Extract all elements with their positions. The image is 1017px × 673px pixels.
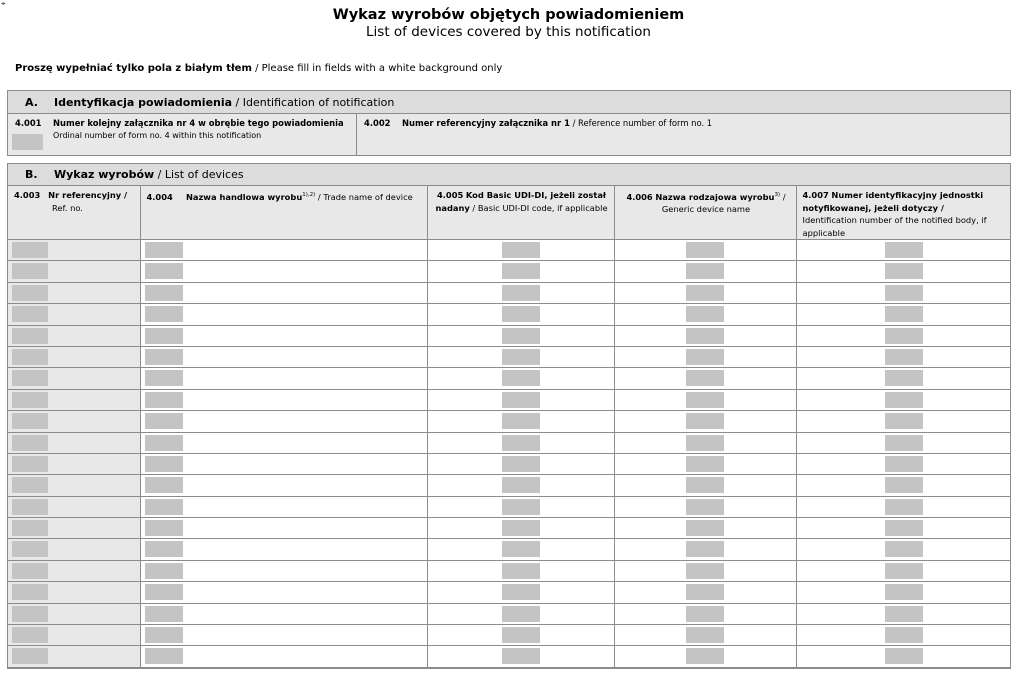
table-cell[interactable]	[8, 240, 140, 261]
basic-udi-di-input[interactable]	[502, 520, 540, 536]
ref-no-input[interactable]	[12, 328, 48, 344]
section-a-title-pl: Identyfikacja powiadomienia	[54, 95, 233, 109]
table-row	[8, 325, 1010, 346]
table-row	[8, 539, 1010, 560]
devices-table-header	[8, 186, 1010, 240]
generic-name-input[interactable]	[686, 413, 724, 429]
table-cell[interactable]	[8, 411, 140, 432]
col-header-4005: 4.005 Kod Basic UDI-DI, jeżeli został nadany / Basic UDI-DI code, if applicable	[427, 186, 614, 240]
basic-udi-di-input[interactable]	[502, 627, 540, 643]
table-cell[interactable]	[140, 560, 427, 581]
basic-udi-di-input[interactable]	[502, 263, 540, 279]
generic-name-input[interactable]	[686, 263, 724, 279]
table-cell[interactable]	[8, 368, 140, 389]
generic-name-input[interactable]	[686, 370, 724, 386]
generic-name-input[interactable]	[686, 328, 724, 344]
col-header-4006: 4.006 Nazwa rodzajowa wyrobu$^{3)}$ / Generic device name	[614, 186, 796, 240]
field-4002	[357, 114, 1010, 155]
table-cell[interactable]	[140, 282, 427, 303]
table-cell[interactable]	[796, 475, 1010, 496]
trade-name-input[interactable]	[145, 328, 183, 344]
table-cell[interactable]	[796, 646, 1010, 667]
notified-body-input[interactable]	[885, 370, 923, 386]
notified-body-input[interactable]	[885, 392, 923, 408]
notified-body-input[interactable]	[885, 435, 923, 451]
document-title	[0, 6, 1017, 41]
ref-no-input[interactable]	[12, 477, 48, 493]
section-a-header	[8, 91, 1010, 114]
table-cell[interactable]	[427, 518, 614, 539]
generic-name-input[interactable]	[686, 499, 724, 515]
ref-no-input[interactable]	[12, 392, 48, 408]
table-cell[interactable]	[796, 389, 1010, 410]
ref-no-input[interactable]	[12, 349, 48, 365]
trade-name-input[interactable]	[145, 499, 183, 515]
table-row	[8, 240, 1010, 261]
table-cell[interactable]	[614, 603, 796, 624]
generic-name-input[interactable]	[686, 306, 724, 322]
table-cell[interactable]	[140, 582, 427, 603]
table-cell[interactable]	[8, 261, 140, 282]
ref-no-input[interactable]	[12, 285, 48, 301]
table-cell[interactable]	[427, 368, 614, 389]
table-cell[interactable]	[8, 432, 140, 453]
notified-body-input[interactable]	[885, 263, 923, 279]
table-row	[8, 560, 1010, 581]
table-cell[interactable]	[140, 304, 427, 325]
table-cell[interactable]	[796, 432, 1010, 453]
notified-body-input[interactable]	[885, 413, 923, 429]
notified-body-input[interactable]	[885, 242, 923, 258]
field-4001-number: 4.001	[15, 118, 42, 128]
table-cell[interactable]	[140, 432, 427, 453]
generic-name-input[interactable]	[686, 563, 724, 579]
table-row	[8, 261, 1010, 282]
trade-name-input[interactable]	[145, 413, 183, 429]
generic-name-input[interactable]	[686, 648, 724, 664]
notified-body-input[interactable]	[885, 477, 923, 493]
notified-body-input[interactable]	[885, 328, 923, 344]
table-cell[interactable]	[796, 240, 1010, 261]
trade-name-input[interactable]	[145, 392, 183, 408]
generic-name-input[interactable]	[686, 627, 724, 643]
instruction-polish: Proszę wypełniać tylko pola z białym tłem	[15, 63, 252, 74]
ref-no-input[interactable]	[12, 563, 48, 579]
table-cell[interactable]	[427, 304, 614, 325]
table-cell[interactable]	[614, 346, 796, 367]
basic-udi-di-input[interactable]	[502, 413, 540, 429]
trade-name-input[interactable]	[145, 435, 183, 451]
table-cell[interactable]	[427, 625, 614, 646]
trade-name-input[interactable]	[145, 606, 183, 622]
table-cell[interactable]	[427, 325, 614, 346]
table-row	[8, 646, 1010, 667]
table-row	[8, 582, 1010, 603]
table-cell[interactable]	[140, 411, 427, 432]
table-cell[interactable]	[796, 411, 1010, 432]
field-4002-label: Numer referencyjny załącznika nr 1 / Reference number of form no. 1	[402, 118, 713, 128]
table-cell[interactable]	[427, 560, 614, 581]
basic-udi-di-input[interactable]	[502, 306, 540, 322]
notified-body-input[interactable]	[885, 520, 923, 536]
table-cell[interactable]	[140, 475, 427, 496]
ref-no-input[interactable]	[12, 520, 48, 536]
table-cell[interactable]	[140, 603, 427, 624]
field-4001-label-en: Ordinal number of form no. 4 within this notification	[53, 131, 262, 140]
ref-no-input[interactable]	[12, 306, 48, 322]
table-cell[interactable]	[140, 368, 427, 389]
title-polish: Wykaz wyrobów objętych powiadomieniem	[332, 7, 685, 23]
col-header-4007: 4.007 Numer identyfikacyjny jednostki notyfikowanej, jeżeli dotyczy / Identification number of the notified body, if applicable	[796, 186, 1010, 240]
generic-name-input[interactable]	[686, 456, 724, 472]
devices-table	[8, 186, 1010, 668]
basic-udi-di-input[interactable]	[502, 328, 540, 344]
generic-name-input[interactable]	[686, 435, 724, 451]
notified-body-input[interactable]	[885, 306, 923, 322]
trade-name-input[interactable]	[145, 306, 183, 322]
table-row	[8, 625, 1010, 646]
trade-name-input[interactable]	[145, 263, 183, 279]
notified-body-input[interactable]	[885, 627, 923, 643]
basic-udi-di-input[interactable]	[502, 285, 540, 301]
ref-no-input[interactable]	[12, 413, 48, 429]
table-cell[interactable]	[614, 560, 796, 581]
table-row	[8, 518, 1010, 539]
table-row	[8, 368, 1010, 389]
section-a-title-en: / Identification of notification	[232, 95, 395, 109]
table-cell[interactable]	[614, 368, 796, 389]
trade-name-input[interactable]	[145, 285, 183, 301]
table-cell[interactable]	[8, 496, 140, 517]
table-cell[interactable]	[8, 539, 140, 560]
table-cell[interactable]	[796, 325, 1010, 346]
table-cell[interactable]	[427, 582, 614, 603]
ref-no-input[interactable]	[12, 263, 48, 279]
trade-name-input[interactable]	[145, 349, 183, 365]
ref-no-input[interactable]	[12, 370, 48, 386]
table-cell[interactable]	[427, 603, 614, 624]
table-cell[interactable]	[8, 346, 140, 367]
trade-name-input[interactable]	[145, 456, 183, 472]
notified-body-input[interactable]	[885, 648, 923, 664]
table-cell[interactable]	[8, 282, 140, 303]
table-cell[interactable]	[796, 496, 1010, 517]
trade-name-input[interactable]	[145, 541, 183, 557]
table-cell[interactable]	[614, 582, 796, 603]
table-cell[interactable]	[140, 453, 427, 474]
section-b	[7, 163, 1011, 669]
table-cell[interactable]	[8, 304, 140, 325]
table-cell[interactable]	[614, 646, 796, 667]
section-a-letter: A.	[25, 95, 38, 109]
basic-udi-di-input[interactable]	[502, 648, 540, 664]
generic-name-input[interactable]	[686, 392, 724, 408]
table-cell[interactable]	[140, 496, 427, 517]
table-cell[interactable]	[427, 282, 614, 303]
table-cell[interactable]	[796, 560, 1010, 581]
notified-body-input[interactable]	[885, 499, 923, 515]
table-cell[interactable]	[140, 389, 427, 410]
table-cell[interactable]	[614, 432, 796, 453]
instruction-english: / Please fill in fields with a white background only	[251, 63, 503, 74]
generic-name-input[interactable]	[686, 477, 724, 493]
table-cell[interactable]	[614, 240, 796, 261]
trade-name-input[interactable]	[145, 477, 183, 493]
table-cell[interactable]	[796, 625, 1010, 646]
table-cell[interactable]	[140, 325, 427, 346]
table-row	[8, 475, 1010, 496]
generic-name-input[interactable]	[686, 520, 724, 536]
table-cell[interactable]	[796, 582, 1010, 603]
generic-name-input[interactable]	[686, 349, 724, 365]
table-cell[interactable]	[614, 539, 796, 560]
basic-udi-di-input[interactable]	[502, 584, 540, 600]
col-header-4004: 4.004 Nazwa handlowa wyrobu$^{1),2)}$ / Trade name of device	[140, 186, 427, 240]
anchor-icon: ⌖	[1, 0, 6, 8]
notified-body-input[interactable]	[885, 541, 923, 557]
table-row	[8, 304, 1010, 325]
table-row	[8, 411, 1010, 432]
table-row	[8, 389, 1010, 410]
table-cell[interactable]	[8, 560, 140, 581]
table-cell[interactable]	[140, 346, 427, 367]
table-cell[interactable]	[427, 261, 614, 282]
ref-no-input[interactable]	[12, 456, 48, 472]
basic-udi-di-input[interactable]	[502, 349, 540, 365]
field-4002-number: 4.002	[364, 118, 391, 128]
trade-name-input[interactable]	[145, 370, 183, 386]
basic-udi-di-input[interactable]	[502, 606, 540, 622]
table-cell[interactable]	[796, 453, 1010, 474]
table-cell[interactable]	[796, 539, 1010, 560]
table-cell[interactable]	[796, 304, 1010, 325]
table-cell[interactable]	[427, 453, 614, 474]
table-row	[8, 496, 1010, 517]
basic-udi-di-input[interactable]	[502, 370, 540, 386]
table-cell[interactable]	[8, 582, 140, 603]
table-cell[interactable]	[8, 518, 140, 539]
basic-udi-di-input[interactable]	[502, 499, 540, 515]
table-cell[interactable]	[427, 240, 614, 261]
table-cell[interactable]	[614, 453, 796, 474]
table-cell[interactable]	[614, 261, 796, 282]
trade-name-input[interactable]	[145, 563, 183, 579]
table-cell[interactable]	[614, 475, 796, 496]
trade-name-input[interactable]	[145, 242, 183, 258]
ref-no-input[interactable]	[12, 648, 48, 664]
table-cell[interactable]	[614, 389, 796, 410]
table-row	[8, 282, 1010, 303]
table-row	[8, 453, 1010, 474]
trade-name-input[interactable]	[145, 648, 183, 664]
basic-udi-di-input[interactable]	[502, 563, 540, 579]
table-cell[interactable]	[796, 282, 1010, 303]
notified-body-input[interactable]	[885, 563, 923, 579]
section-a-title	[54, 96, 394, 109]
table-row	[8, 432, 1010, 453]
generic-name-input[interactable]	[686, 242, 724, 258]
table-cell[interactable]	[796, 261, 1010, 282]
basic-udi-di-input[interactable]	[502, 392, 540, 408]
generic-name-input[interactable]	[686, 285, 724, 301]
basic-udi-di-input[interactable]	[502, 477, 540, 493]
ref-no-input[interactable]	[12, 541, 48, 557]
table-cell[interactable]	[8, 646, 140, 667]
section-b-letter: B.	[25, 168, 38, 181]
section-b-title	[54, 168, 244, 181]
field-4001	[8, 114, 357, 155]
basic-udi-di-input[interactable]	[502, 242, 540, 258]
field-4001-label: Numer kolejny załącznika nr 4 w obrębie tego powiadomienia	[53, 118, 344, 128]
notified-body-input[interactable]	[885, 285, 923, 301]
table-cell[interactable]	[140, 240, 427, 261]
table-cell[interactable]	[8, 389, 140, 410]
table-cell[interactable]	[8, 453, 140, 474]
basic-udi-di-input[interactable]	[502, 456, 540, 472]
table-cell[interactable]	[614, 518, 796, 539]
table-cell[interactable]	[427, 432, 614, 453]
table-cell[interactable]	[796, 518, 1010, 539]
table-cell[interactable]	[140, 518, 427, 539]
section-a	[7, 90, 1011, 156]
col-header-4003: 4.003 Nr referencyjny / Ref. no.	[8, 186, 140, 240]
section-a-fields	[8, 114, 1010, 155]
table-cell[interactable]	[614, 496, 796, 517]
trade-name-input[interactable]	[145, 520, 183, 536]
table-cell[interactable]	[614, 282, 796, 303]
title-english: List of devices covered by this notification	[366, 24, 651, 40]
table-cell[interactable]	[614, 304, 796, 325]
table-cell[interactable]	[427, 411, 614, 432]
table-cell[interactable]	[8, 325, 140, 346]
table-cell[interactable]	[427, 389, 614, 410]
ref-no-input[interactable]	[12, 242, 48, 258]
ref-no-input[interactable]	[12, 606, 48, 622]
table-cell[interactable]	[796, 603, 1010, 624]
table-cell[interactable]	[140, 261, 427, 282]
table-cell[interactable]	[427, 346, 614, 367]
table-cell[interactable]	[427, 475, 614, 496]
ordinal-number-input[interactable]	[12, 134, 43, 150]
table-row	[8, 346, 1010, 367]
notified-body-input[interactable]	[885, 606, 923, 622]
table-cell[interactable]	[140, 625, 427, 646]
trade-name-input[interactable]	[145, 627, 183, 643]
notified-body-input[interactable]	[885, 456, 923, 472]
table-cell[interactable]	[614, 625, 796, 646]
table-cell[interactable]	[614, 325, 796, 346]
ref-no-input[interactable]	[12, 584, 48, 600]
table-cell[interactable]	[427, 646, 614, 667]
ref-no-input[interactable]	[12, 627, 48, 643]
table-cell[interactable]	[140, 539, 427, 560]
generic-name-input[interactable]	[686, 541, 724, 557]
ref-no-input[interactable]	[12, 435, 48, 451]
table-cell[interactable]	[8, 475, 140, 496]
table-row	[8, 603, 1010, 624]
generic-name-input[interactable]	[686, 584, 724, 600]
table-cell[interactable]	[427, 539, 614, 560]
basic-udi-di-input[interactable]	[502, 435, 540, 451]
section-b-header	[8, 164, 1010, 186]
ref-no-input[interactable]	[12, 499, 48, 515]
table-cell[interactable]	[427, 496, 614, 517]
table-cell[interactable]	[8, 603, 140, 624]
generic-name-input[interactable]	[686, 606, 724, 622]
section-b-title-en: / List of devices	[154, 168, 244, 181]
trade-name-input[interactable]	[145, 584, 183, 600]
notified-body-input[interactable]	[885, 349, 923, 365]
basic-udi-di-input[interactable]	[502, 541, 540, 557]
section-b-title-pl: Wykaz wyrobów	[54, 168, 155, 181]
table-cell[interactable]	[796, 368, 1010, 389]
table-cell[interactable]	[8, 625, 140, 646]
table-cell[interactable]	[140, 646, 427, 667]
instruction-text	[15, 63, 502, 74]
table-cell[interactable]	[614, 411, 796, 432]
notified-body-input[interactable]	[885, 584, 923, 600]
table-cell[interactable]	[796, 346, 1010, 367]
